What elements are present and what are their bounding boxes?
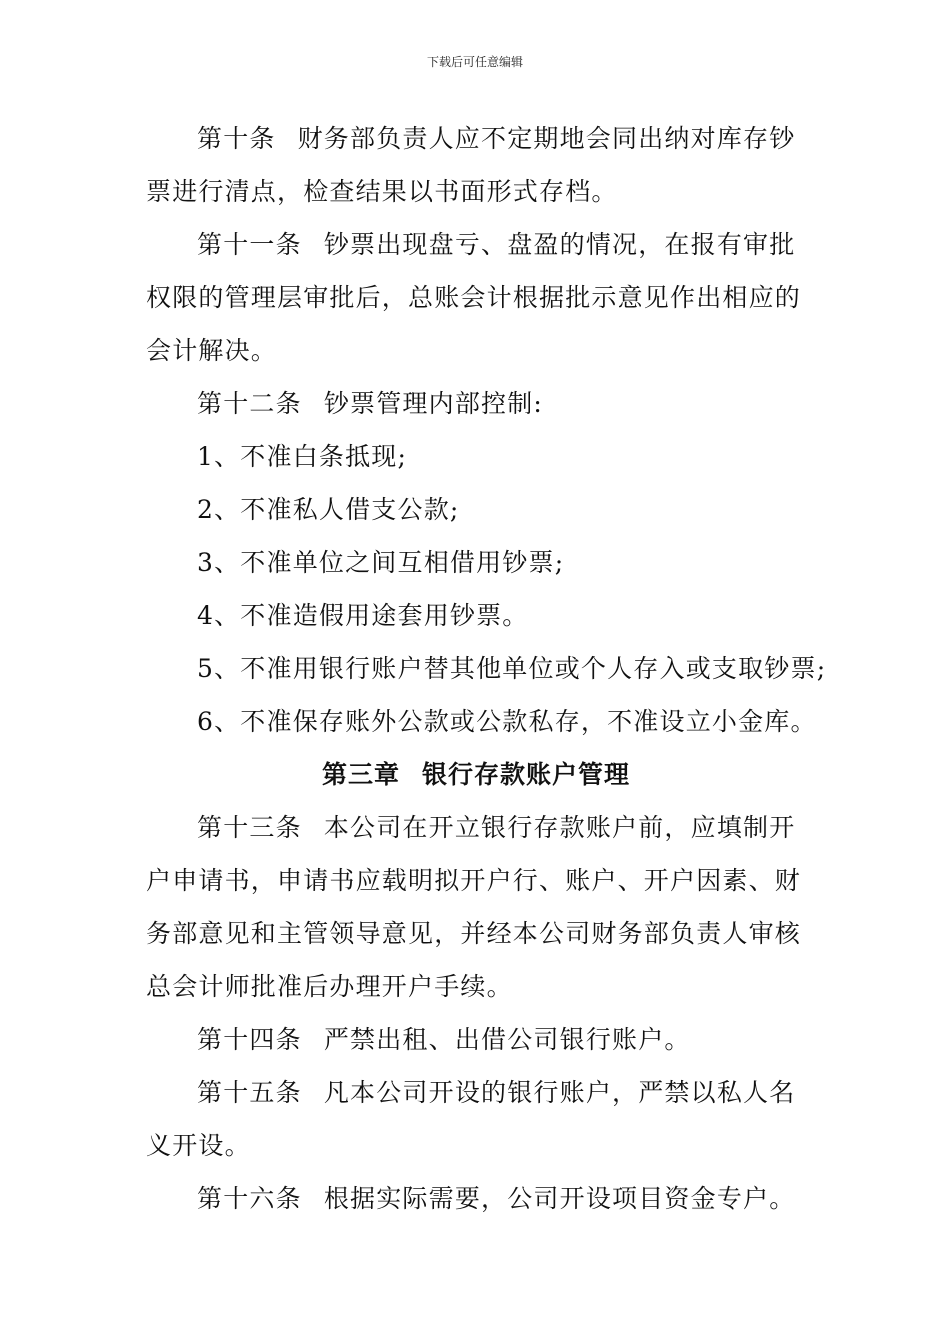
article-14-line-1 (146, 1013, 806, 1066)
article-15-line-2: 义开设。 (146, 1131, 251, 1160)
article-10-label: 第十条 (197, 124, 276, 153)
article-10-text-1: 财务部负责人应不定期地会同出纳对库存钞 (297, 124, 796, 153)
list-item: 3、不准单位之间互相借用钞票; (197, 548, 565, 577)
article-12-text-1: 钞票管理内部控制: (323, 389, 544, 418)
article-14-text-1: 严禁出租、出借公司银行账户。 (323, 1025, 691, 1054)
list-item: 5、不准用银行账户替其他单位或个人存入或支取钞票; (197, 654, 827, 683)
article-11-line-2: 权限的管理层审批后，总账会计根据批示意见作出相应的 (146, 283, 802, 312)
article-15-text-1: 凡本公司开设的银行账户，严禁以私人名 (323, 1078, 796, 1107)
article-15-label: 第十五条 (197, 1078, 302, 1107)
article-13-text-1: 本公司在开立银行存款账户前，应填制开 (323, 813, 796, 842)
article-13-line-3: 务部意见和主管领导意见，并经本公司财务部负责人审核 (146, 919, 802, 948)
list-item: 1、不准白条抵现; (197, 442, 408, 471)
article-15-line-1 (146, 1066, 806, 1119)
document-body (146, 112, 827, 1225)
article-12-line-1 (146, 377, 806, 430)
article-13-line-4: 总会计师批准后办理开户手续。 (146, 972, 513, 1001)
chapter-heading (146, 748, 806, 801)
article-10-line-2: 票进行清点，检查结果以书面形式存档。 (146, 177, 618, 206)
article-11-line-1 (146, 218, 806, 271)
article-11-line-3: 会计解决。 (146, 336, 278, 365)
article-13-line-2: 户申请书，申请书应载明拟开户行、账户、开户因素、财 (146, 866, 802, 895)
article-14-label: 第十四条 (197, 1025, 302, 1054)
article-16-text-1: 根据实际需要，公司开设项目资金专户。 (323, 1184, 796, 1213)
article-13-line-1 (146, 801, 806, 854)
article-12-label: 第十二条 (197, 389, 302, 418)
list-item: 4、不准造假用途套用钞票。 (197, 601, 529, 630)
list-item: 2、不准私人借支公款; (197, 495, 460, 524)
header-note: 下载后可任意编辑 (426, 55, 523, 69)
list-item: 6、不准保存账外公款或公款私存，不准设立小金库。 (197, 707, 817, 736)
chapter-title: 银行存款账户管理 (422, 760, 631, 789)
article-10-line-1 (146, 112, 806, 165)
chapter-label: 第三章 (321, 760, 400, 789)
article-16-line-1 (146, 1172, 806, 1225)
article-11-label: 第十一条 (197, 230, 302, 259)
article-16-label: 第十六条 (197, 1184, 302, 1213)
article-11-text-1: 钞票出现盘亏、盘盈的情况，在报有审批 (323, 230, 796, 259)
article-13-label: 第十三条 (197, 813, 302, 842)
